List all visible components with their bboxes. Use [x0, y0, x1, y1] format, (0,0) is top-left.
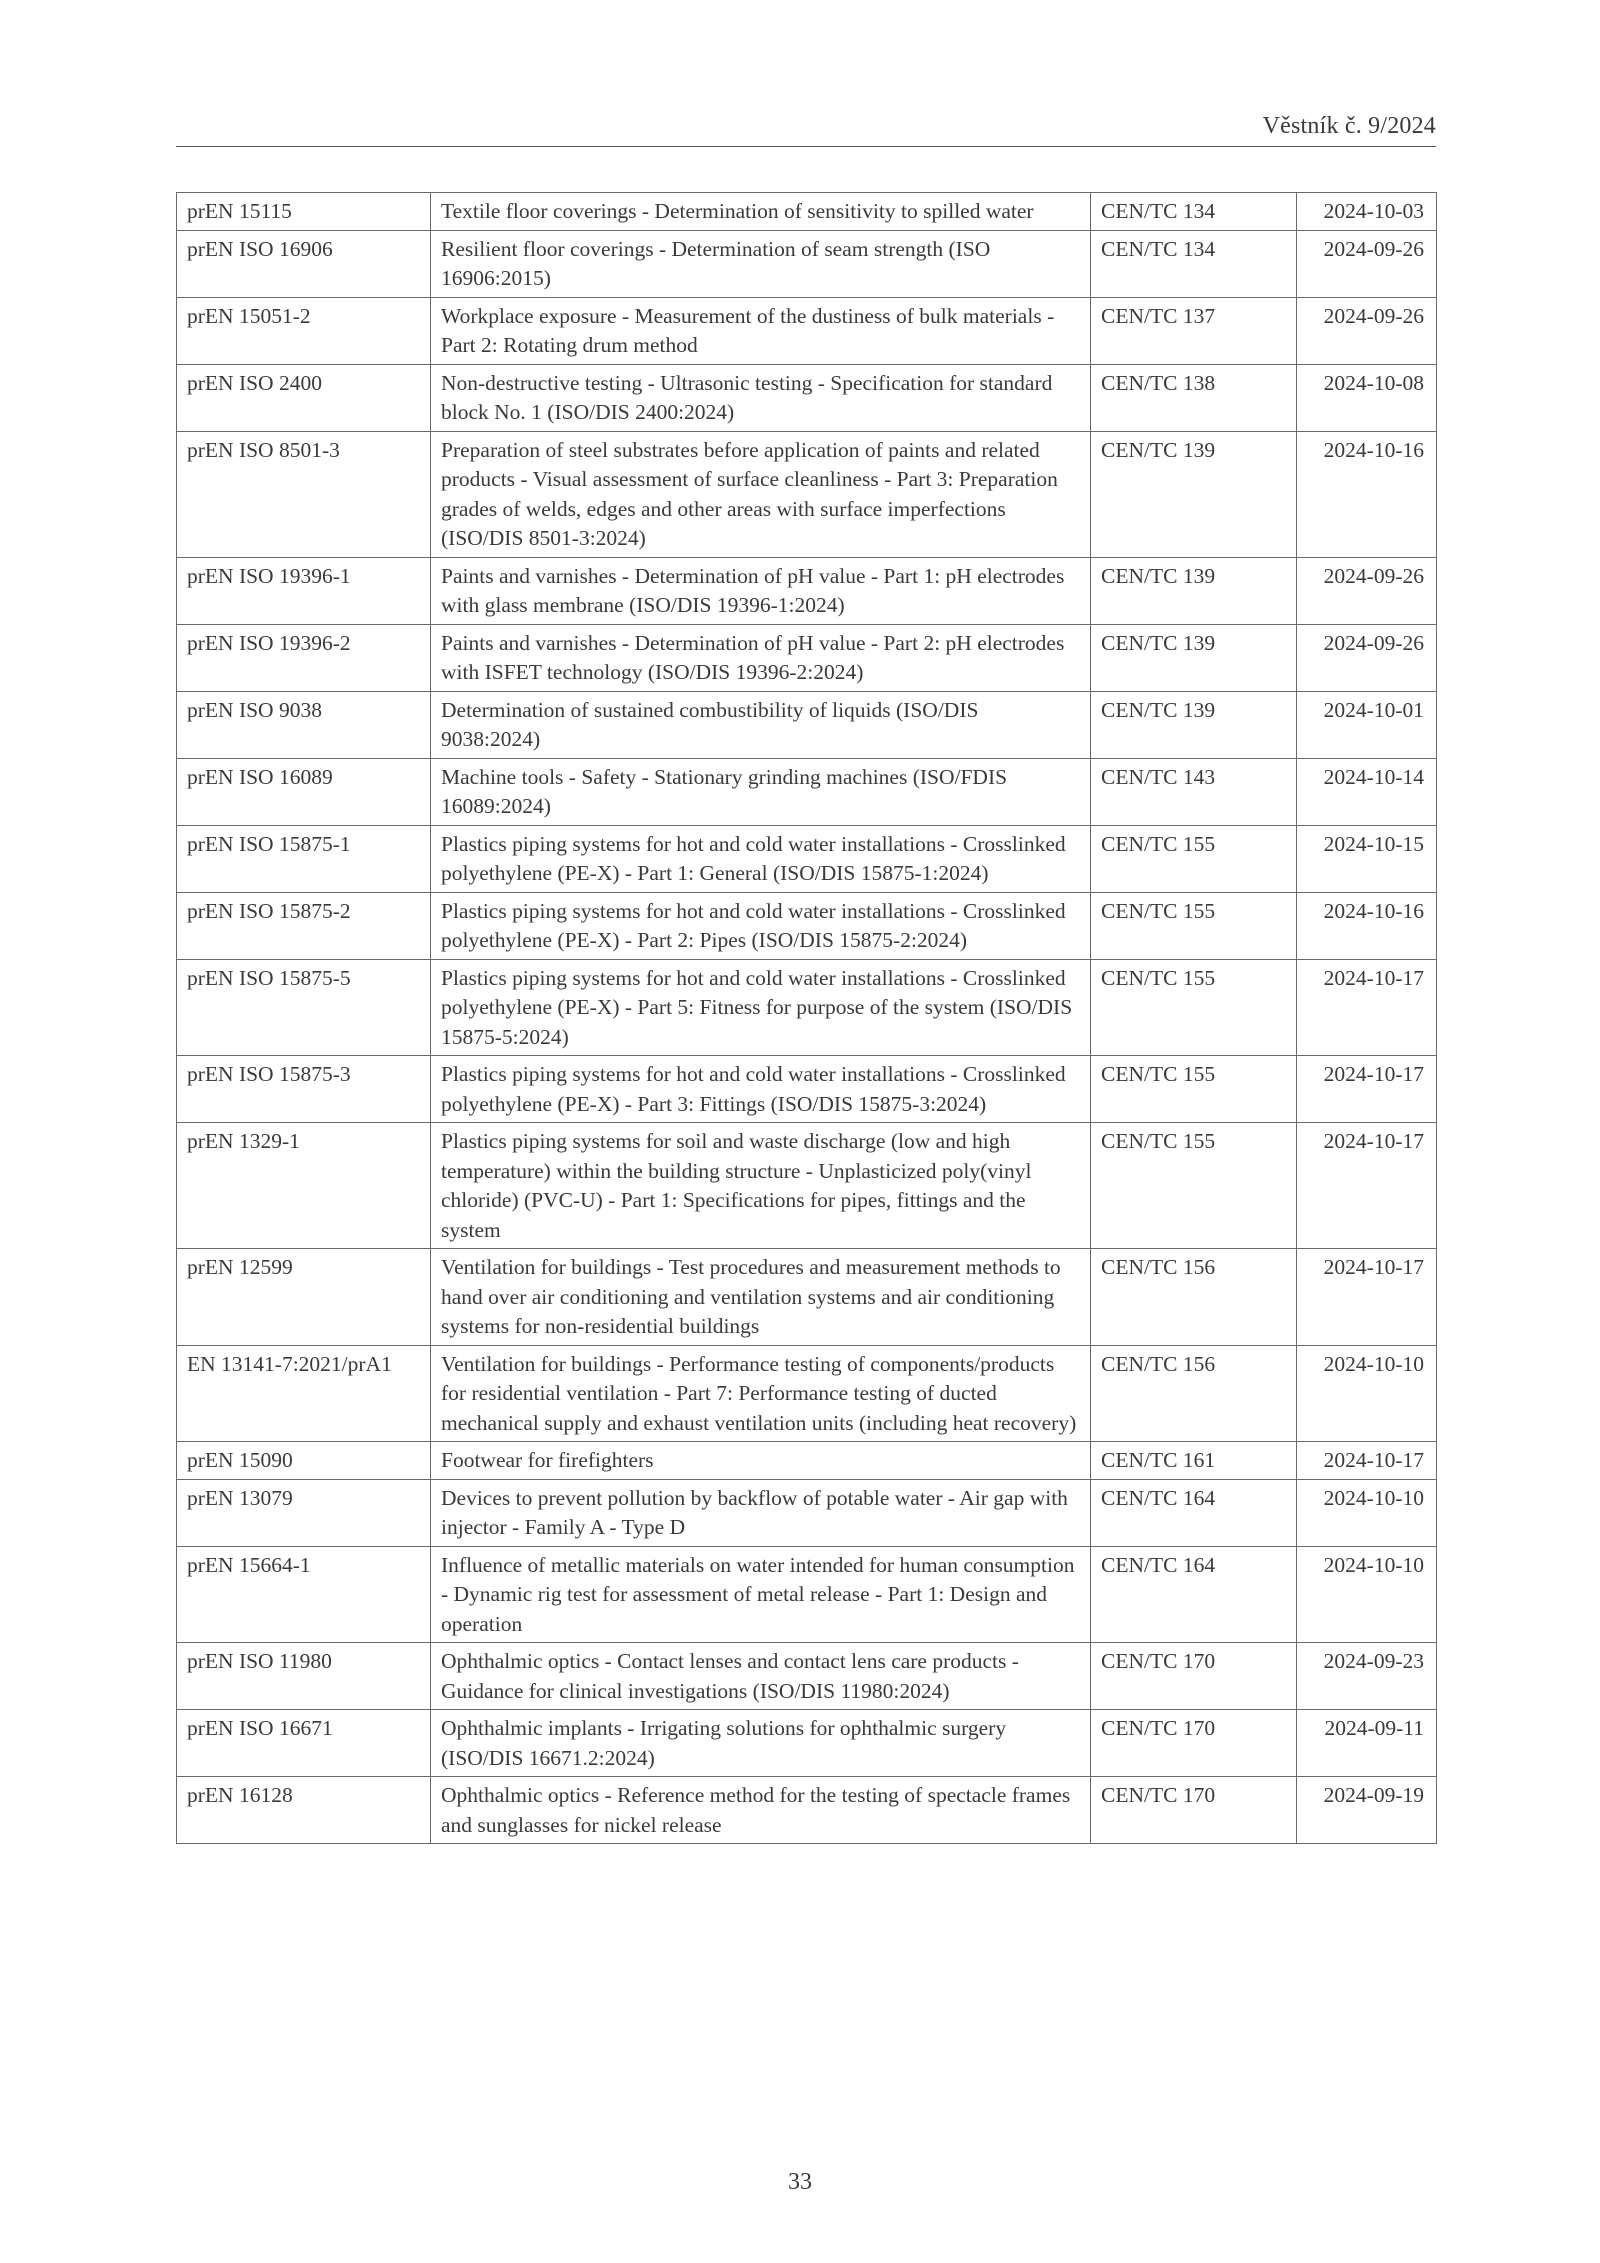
table-row: [177, 892, 1437, 959]
standard-title-cell: Paints and varnishes - Determination of pH value - Part 2: pH electrodes with ISFET technology (ISO/DIS 19396-2:2024): [431, 624, 1091, 691]
deadline-date-cell: 2024-09-11: [1297, 1710, 1437, 1777]
standard-code-cell: prEN 15664-1: [177, 1546, 431, 1643]
deadline-date-cell: 2024-09-26: [1297, 230, 1437, 297]
technical-committee-cell: CEN/TC 155: [1091, 825, 1297, 892]
table-row: [177, 1777, 1437, 1844]
deadline-date-cell: 2024-10-01: [1297, 691, 1437, 758]
standard-title-cell: Influence of metallic materials on water intended for human consumption - Dynamic rig test for assessment of metal release - Part 1: Design and operation: [431, 1546, 1091, 1643]
technical-committee-cell: CEN/TC 156: [1091, 1345, 1297, 1442]
standard-title-cell: Paints and varnishes - Determination of pH value - Part 1: pH electrodes with glass membrane (ISO/DIS 19396-1:2024): [431, 557, 1091, 624]
standard-title-cell: Plastics piping systems for hot and cold water installations - Crosslinked polyethylene (PE-X) - Part 3: Fittings (ISO/DIS 15875-3:2024): [431, 1056, 1091, 1123]
standard-title-cell: Textile floor coverings - Determination of sensitivity to spilled water: [431, 193, 1091, 231]
standard-title-cell: Ophthalmic implants - Irrigating solutions for ophthalmic surgery (ISO/DIS 16671.2:2024): [431, 1710, 1091, 1777]
page-number: 33: [788, 2169, 812, 2195]
table-row: [177, 1056, 1437, 1123]
deadline-date-cell: 2024-10-14: [1297, 758, 1437, 825]
table-row: [177, 1546, 1437, 1643]
standard-code-cell: prEN ISO 16089: [177, 758, 431, 825]
standard-code-cell: prEN ISO 9038: [177, 691, 431, 758]
table-row: [177, 1479, 1437, 1546]
standard-code-cell: prEN 15051-2: [177, 297, 431, 364]
standard-code-cell: prEN 1329-1: [177, 1123, 431, 1249]
table-row: [177, 1123, 1437, 1249]
deadline-date-cell: 2024-09-26: [1297, 557, 1437, 624]
standard-title-cell: Preparation of steel substrates before application of paints and related products - Visual assessment of surface cleanliness - Part 3: Preparation grades of welds, edges and other areas with surface imperfections (ISO/DIS 8501-3:2024): [431, 431, 1091, 557]
standards-table: [176, 192, 1437, 1844]
deadline-date-cell: 2024-10-17: [1297, 1442, 1437, 1480]
deadline-date-cell: 2024-10-10: [1297, 1345, 1437, 1442]
deadline-date-cell: 2024-10-17: [1297, 1123, 1437, 1249]
standard-title-cell: Plastics piping systems for hot and cold water installations - Crosslinked polyethylene (PE-X) - Part 5: Fitness for purpose of the system (ISO/DIS 15875-5:2024): [431, 959, 1091, 1056]
table-row: [177, 364, 1437, 431]
standards-table-body: [177, 193, 1437, 1844]
standard-title-cell: Plastics piping systems for hot and cold water installations - Crosslinked polyethylene (PE-X) - Part 1: General (ISO/DIS 15875-1:2024): [431, 825, 1091, 892]
table-row: [177, 624, 1437, 691]
technical-committee-cell: CEN/TC 170: [1091, 1710, 1297, 1777]
standard-title-cell: Ventilation for buildings - Performance testing of components/products for residential ventilation - Part 7: Performance testing of ducted mechanical supply and exhaust ventilation units (including heat recovery): [431, 1345, 1091, 1442]
technical-committee-cell: CEN/TC 155: [1091, 1123, 1297, 1249]
standard-code-cell: EN 13141-7:2021/prA1: [177, 1345, 431, 1442]
standard-code-cell: prEN 16128: [177, 1777, 431, 1844]
standard-title-cell: Resilient floor coverings - Determination of seam strength (ISO 16906:2015): [431, 230, 1091, 297]
standard-title-cell: Workplace exposure - Measurement of the dustiness of bulk materials - Part 2: Rotating drum method: [431, 297, 1091, 364]
standard-code-cell: prEN 15115: [177, 193, 431, 231]
deadline-date-cell: 2024-10-15: [1297, 825, 1437, 892]
technical-committee-cell: CEN/TC 134: [1091, 193, 1297, 231]
technical-committee-cell: CEN/TC 156: [1091, 1249, 1297, 1346]
deadline-date-cell: 2024-10-17: [1297, 1056, 1437, 1123]
standard-code-cell: prEN ISO 8501-3: [177, 431, 431, 557]
technical-committee-cell: CEN/TC 139: [1091, 624, 1297, 691]
table-row: [177, 193, 1437, 231]
standard-code-cell: prEN ISO 16671: [177, 1710, 431, 1777]
standard-title-cell: Footwear for firefighters: [431, 1442, 1091, 1480]
technical-committee-cell: CEN/TC 170: [1091, 1643, 1297, 1710]
standard-code-cell: prEN ISO 2400: [177, 364, 431, 431]
standard-code-cell: prEN 13079: [177, 1479, 431, 1546]
deadline-date-cell: 2024-09-23: [1297, 1643, 1437, 1710]
table-row: [177, 1345, 1437, 1442]
deadline-date-cell: 2024-09-19: [1297, 1777, 1437, 1844]
table-row: [177, 431, 1437, 557]
table-row: [177, 557, 1437, 624]
standard-code-cell: prEN ISO 11980: [177, 1643, 431, 1710]
table-row: [177, 1442, 1437, 1480]
table-row: [177, 1643, 1437, 1710]
technical-committee-cell: CEN/TC 161: [1091, 1442, 1297, 1480]
deadline-date-cell: 2024-09-26: [1297, 624, 1437, 691]
technical-committee-cell: CEN/TC 139: [1091, 431, 1297, 557]
deadline-date-cell: 2024-10-08: [1297, 364, 1437, 431]
technical-committee-cell: CEN/TC 155: [1091, 959, 1297, 1056]
table-row: [177, 297, 1437, 364]
deadline-date-cell: 2024-10-16: [1297, 431, 1437, 557]
standard-title-cell: Plastics piping systems for hot and cold water installations - Crosslinked polyethylene (PE-X) - Part 2: Pipes (ISO/DIS 15875-2:2024): [431, 892, 1091, 959]
standard-code-cell: prEN ISO 15875-5: [177, 959, 431, 1056]
deadline-date-cell: 2024-09-26: [1297, 297, 1437, 364]
standard-code-cell: prEN ISO 19396-2: [177, 624, 431, 691]
table-row: [177, 1710, 1437, 1777]
deadline-date-cell: 2024-10-17: [1297, 1249, 1437, 1346]
deadline-date-cell: 2024-10-10: [1297, 1479, 1437, 1546]
standard-title-cell: Ophthalmic optics - Reference method for the testing of spectacle frames and sunglasses for nickel release: [431, 1777, 1091, 1844]
standard-code-cell: prEN ISO 15875-1: [177, 825, 431, 892]
technical-committee-cell: CEN/TC 155: [1091, 892, 1297, 959]
technical-committee-cell: CEN/TC 170: [1091, 1777, 1297, 1844]
standard-title-cell: Plastics piping systems for soil and waste discharge (low and high temperature) within the building structure - Unplasticized poly(vinyl chloride) (PVC-U) - Part 1: Specifications for pipes, fittings and the system: [431, 1123, 1091, 1249]
technical-committee-cell: CEN/TC 134: [1091, 230, 1297, 297]
deadline-date-cell: 2024-10-17: [1297, 959, 1437, 1056]
standard-code-cell: prEN 15090: [177, 1442, 431, 1480]
standard-code-cell: prEN ISO 15875-3: [177, 1056, 431, 1123]
standard-code-cell: prEN ISO 15875-2: [177, 892, 431, 959]
technical-committee-cell: CEN/TC 139: [1091, 557, 1297, 624]
standard-title-cell: Determination of sustained combustibility of liquids (ISO/DIS 9038:2024): [431, 691, 1091, 758]
table-row: [177, 825, 1437, 892]
standard-title-cell: Machine tools - Safety - Stationary grinding machines (ISO/FDIS 16089:2024): [431, 758, 1091, 825]
standard-code-cell: prEN ISO 19396-1: [177, 557, 431, 624]
standard-code-cell: prEN ISO 16906: [177, 230, 431, 297]
technical-committee-cell: CEN/TC 137: [1091, 297, 1297, 364]
table-row: [177, 758, 1437, 825]
technical-committee-cell: CEN/TC 164: [1091, 1479, 1297, 1546]
technical-committee-cell: CEN/TC 139: [1091, 691, 1297, 758]
standard-title-cell: Ventilation for buildings - Test procedures and measurement methods to hand over air conditioning and ventilation systems and air conditioning systems for non-residential buildings: [431, 1249, 1091, 1346]
technical-committee-cell: CEN/TC 155: [1091, 1056, 1297, 1123]
page-header: [176, 110, 1436, 147]
table-row: [177, 691, 1437, 758]
standard-title-cell: Devices to prevent pollution by backflow of potable water - Air gap with injector - Family A - Type D: [431, 1479, 1091, 1546]
technical-committee-cell: CEN/TC 164: [1091, 1546, 1297, 1643]
bulletin-title: Věstník č. 9/2024: [1262, 113, 1436, 139]
deadline-date-cell: 2024-10-16: [1297, 892, 1437, 959]
table-row: [177, 959, 1437, 1056]
deadline-date-cell: 2024-10-03: [1297, 193, 1437, 231]
standard-title-cell: Non-destructive testing - Ultrasonic testing - Specification for standard block No. 1 (ISO/DIS 2400:2024): [431, 364, 1091, 431]
technical-committee-cell: CEN/TC 138: [1091, 364, 1297, 431]
table-row: [177, 1249, 1437, 1346]
technical-committee-cell: CEN/TC 143: [1091, 758, 1297, 825]
standard-code-cell: prEN 12599: [177, 1249, 431, 1346]
table-row: [177, 230, 1437, 297]
standard-title-cell: Ophthalmic optics - Contact lenses and contact lens care products - Guidance for clinical investigations (ISO/DIS 11980:2024): [431, 1643, 1091, 1710]
deadline-date-cell: 2024-10-10: [1297, 1546, 1437, 1643]
